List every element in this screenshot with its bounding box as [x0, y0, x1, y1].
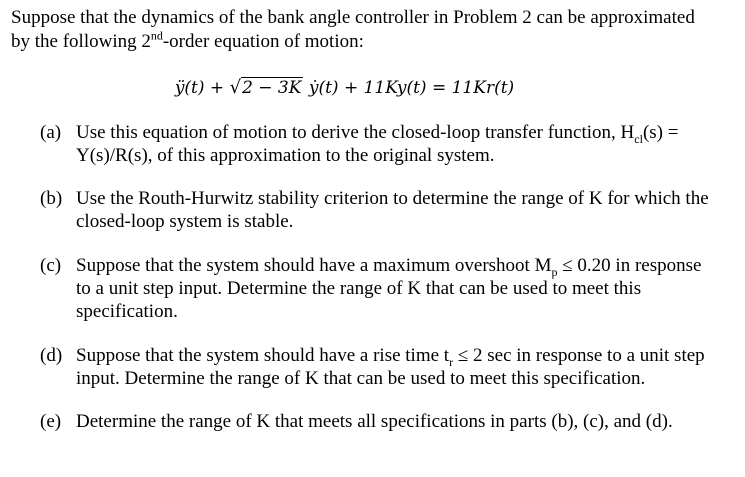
part-c-subscript: p [551, 264, 558, 279]
part-d-line-2: input. Determine the range of K that can be used to meet this specification. [76, 368, 646, 389]
part-a-label: (a) [40, 122, 62, 143]
part-c-text-1-end: ≤ 0.20 in response [557, 255, 702, 276]
intro-superscript: nd [150, 28, 163, 43]
part-a-subscript: cl [634, 131, 643, 146]
part-c-label: (c) [40, 255, 62, 276]
part-d-line-1 [40, 344, 720, 367]
part-c [40, 254, 720, 323]
part-c-text-1: Suppose that the system should have a maximum overshoot M [76, 255, 552, 276]
part-b-line-2: closed-loop system is stable. [76, 211, 294, 232]
part-e [40, 410, 720, 433]
intro-line-2 [11, 30, 733, 54]
part-c-line-1 [40, 254, 720, 277]
part-d-subscript: r [449, 354, 454, 369]
part-a [40, 121, 720, 167]
equation-lhs-b: ẏ(t) + 11Ky(t) = 11Kr(t) [303, 78, 515, 98]
part-b-text-1: Use the Routh-Hurwitz stability criterion to determine the range of K for which the [76, 188, 709, 209]
part-c-line-3: specification. [76, 301, 178, 322]
part-d [40, 344, 720, 390]
part-c-line-2: to a unit step input. Determine the range of K that can be used to meet this [76, 278, 642, 299]
part-b-line-1 [40, 187, 720, 210]
part-d-text-1: Suppose that the system should have a rise time t [76, 345, 450, 366]
part-a-text-1-end: (s) = [642, 122, 679, 143]
part-e-line-1 [40, 410, 720, 433]
equation-sqrt [230, 75, 304, 101]
part-d-text-1-end: ≤ 2 sec in response to a unit step [453, 345, 705, 366]
part-a-line-1 [40, 121, 720, 144]
problem-intro [11, 6, 733, 54]
part-b [40, 187, 720, 233]
sqrt-argument: 2 − 3K [242, 78, 302, 98]
intro-line-2-text-a: by the following 2 [11, 31, 151, 52]
part-e-label: (e) [40, 411, 62, 432]
equation-body [175, 75, 514, 101]
equation-of-motion [0, 75, 745, 101]
sqrt-symbol: √ [229, 77, 242, 98]
part-e-text-1: Determine the range of K that meets all specifications in parts (b), (c), and (d). [76, 411, 673, 432]
part-a-line-2: Y(s)/R(s), of this approximation to the original system. [76, 145, 495, 166]
intro-line-2-text-b: -order equation of motion: [162, 31, 364, 52]
part-b-label: (b) [40, 188, 63, 209]
equation-lhs-a: ÿ(t) + [174, 78, 230, 98]
part-a-text-1: Use this equation of motion to derive the closed-loop transfer function, H [76, 122, 635, 143]
intro-line-1: Suppose that the dynamics of the bank angle controller in Problem 2 can be approximated [11, 7, 695, 28]
part-d-label: (d) [40, 345, 63, 366]
